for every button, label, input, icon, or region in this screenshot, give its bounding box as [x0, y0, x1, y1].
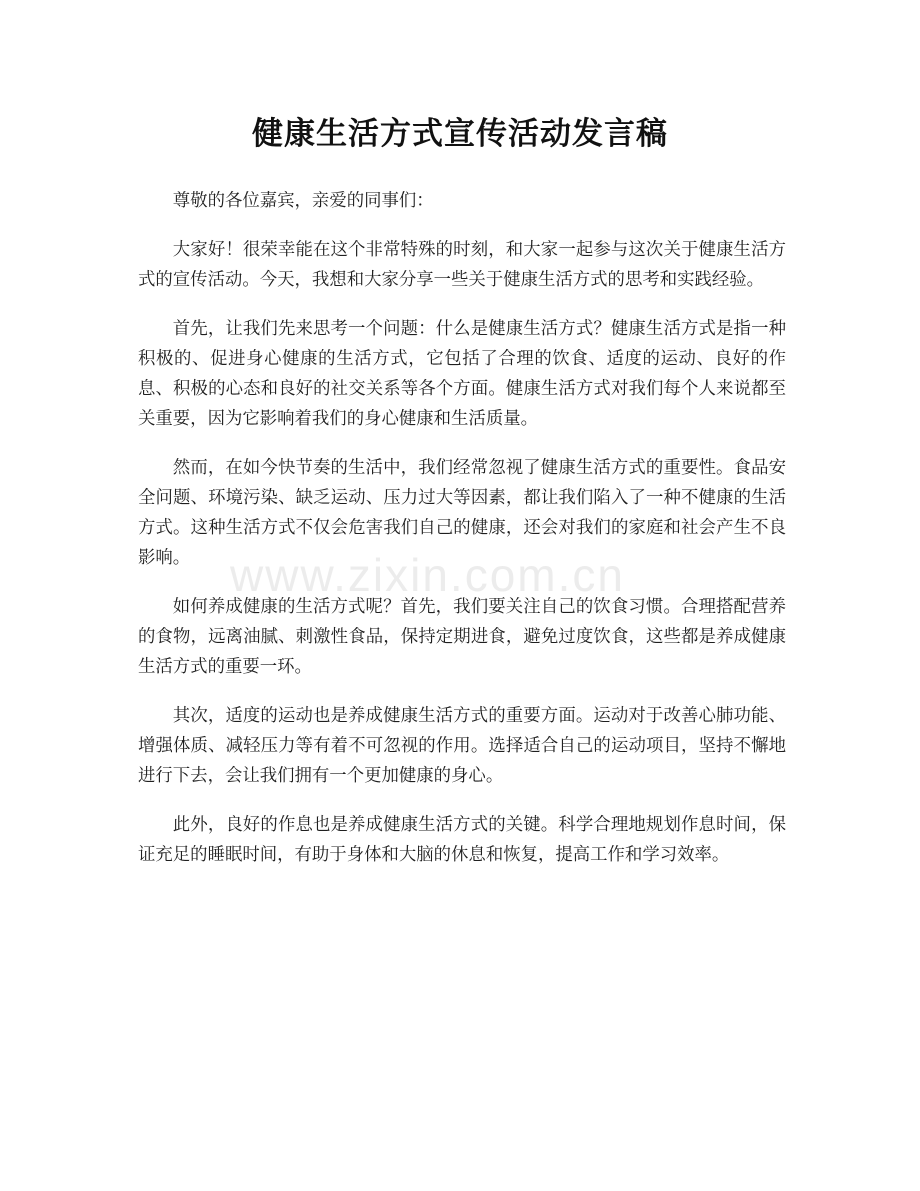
watermark: www.zixin.com.cn: [230, 549, 625, 601]
diet-paragraph: 如何养成健康的生活方式呢？首先，我们要关注自己的饮食习惯。合理搭配营养的食物，远离油腻、刺激性食品，保持定期进食，避免过度饮食，这些都是养成健康生活方式的重要一环。: [138, 597, 786, 677]
document-title: 健康生活方式宣传活动发言稿: [252, 116, 668, 152]
rest-paragraph: 此外，良好的作息也是养成健康生活方式的关键。科学合理地规划作息时间，保证充足的睡眠时间，有助于身体和大脑的休息和恢复，提高工作和学习效率。: [138, 815, 786, 865]
problem-paragraph: 然而，在如今快节奏的生活中，我们经常忽视了健康生活方式的重要性。食品安全问题、环境污染、缺乏运动、压力过大等因素，都让我们陷入了一种不健康的生活方式。这种生活方式不仅会危害我们自己的健康，还会对我们的家庭和社会产生不良影响。: [138, 458, 786, 568]
document-body: [138, 186, 786, 889]
exercise-paragraph: 其次，适度的运动也是养成健康生活方式的重要方面。运动对于改善心肺功能、增强体质、减轻压力等有着不可忽视的作用。选择适合自己的运动项目，坚持不懈地进行下去，会让我们拥有一个更加健康的身心。: [138, 706, 786, 786]
definition-paragraph: 首先，让我们先来思考一个问题：什么是健康生活方式？健康生活方式是指一种积极的、促进身心健康的生活方式，它包括了合理的饮食、适度的运动、良好的作息、积极的心态和良好的社交关系等各个方面。健康生活方式对我们每个人来说都至关重要，因为它影响着我们的身心健康和生活质量。: [138, 319, 786, 429]
salutation-paragraph: 尊敬的各位嘉宾，亲爱的同事们：: [172, 191, 434, 211]
greeting-paragraph: 大家好！很荣幸能在这个非常特殊的时刻，和大家一起参与这次关于健康生活方式的宣传活动。今天，我想和大家分享一些关于健康生活方式的思考和实践经验。: [138, 240, 786, 290]
